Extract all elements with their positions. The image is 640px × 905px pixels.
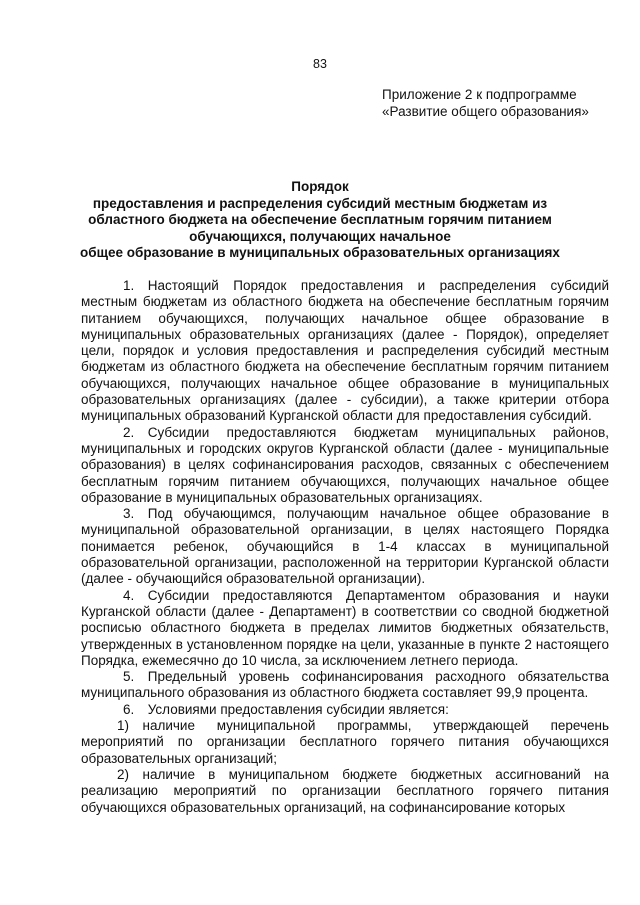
title-line-4: обучающихся, получающих начальное: [189, 228, 451, 244]
appendix-line-2: «Развитие общего образования»: [382, 103, 589, 119]
paragraph-2: 2. Субсидии предоставляются бюджетам муниципальных районов, муниципальных и городских округов Курганской области (далее - муниципальные образования) в целях софинансирования расходов, связанных с обеспечением бесплатным горячим питанием обучающихся, получающих начальное общее образование в муниципальных образовательных организациях.: [81, 424, 609, 505]
paragraph-6: 6. Условиями предоставления субсидии является:: [123, 701, 449, 717]
subparagraph-2: 2) наличие в муниципальном бюджете бюджетных ассигнований на реализацию мероприятий по организации бесплатного горячего питания обучающихся образовательных организаций, на софинансирование которых: [81, 766, 609, 815]
subparagraph-1: 1) наличие муниципальной программы, утверждающей перечень мероприятий по организации бесплатного горячего питания обучающихся образовательных организаций;: [81, 718, 609, 766]
page-number: 83: [313, 57, 327, 71]
title-line-1: Порядок: [291, 179, 349, 194]
paragraph-4: 4. Субсидии предоставляются Департаментом образования и науки Курганской области (далее - Департамент) в соответствии со сводной бюджетной росписью областного бюджета в пределах лимитов бюджетных обязательств, утвержденных в установленном порядке на цели, указанные в пункте 2 настоящего Порядка, ежемесячно до 10 числа, за исключением летнего периода.: [81, 587, 609, 668]
title-line-3: областного бюджета на обеспечение бесплатным горячим питанием: [88, 212, 552, 227]
document-body: [81, 278, 609, 816]
document-title: [50, 179, 590, 262]
paragraph-5: 5. Предельный уровень софинансирования расходного обязательства муниципального образования из областного бюджета составляет 99,9 процента.: [81, 669, 609, 701]
appendix-heading: [382, 87, 622, 120]
title-line-2: предоставления и распределения субсидий местным бюджетам из: [92, 195, 548, 211]
paragraph-1: 1. Настоящий Порядок предоставления и распределения субсидий местным бюджетам из областного бюджета на обеспечение бесплатным горячим питанием обучающихся, получающих начальное общее образование в муниципальных образовательных организациях (далее - Порядок), определяет цели, порядок и условия предоставления и распределения субсидий местным бюджетам из областного бюджета на обеспечение бесплатным горячим питанием обучающихся, получающих начальное общее образование в муниципальных образовательных организациях (далее - субсидии), а также критерии отбора муниципальных образований Курганской области для предоставления субсидий.: [81, 278, 609, 424]
paragraph-3: 3. Под обучающимся, получающим начальное общее образование в муниципальной образовательной организации, в целях настоящего Порядка понимается ребенок, обучающийся в 1-4 классах в муниципальной образовательной организации, расположенной на территории Курганской области (далее - обучающийся образовательной организации).: [81, 506, 609, 587]
title-line-5: общее образование в муниципальных образовательных организациях: [80, 245, 560, 260]
appendix-line-1: Приложение 2 к подпрограмме: [382, 87, 577, 102]
